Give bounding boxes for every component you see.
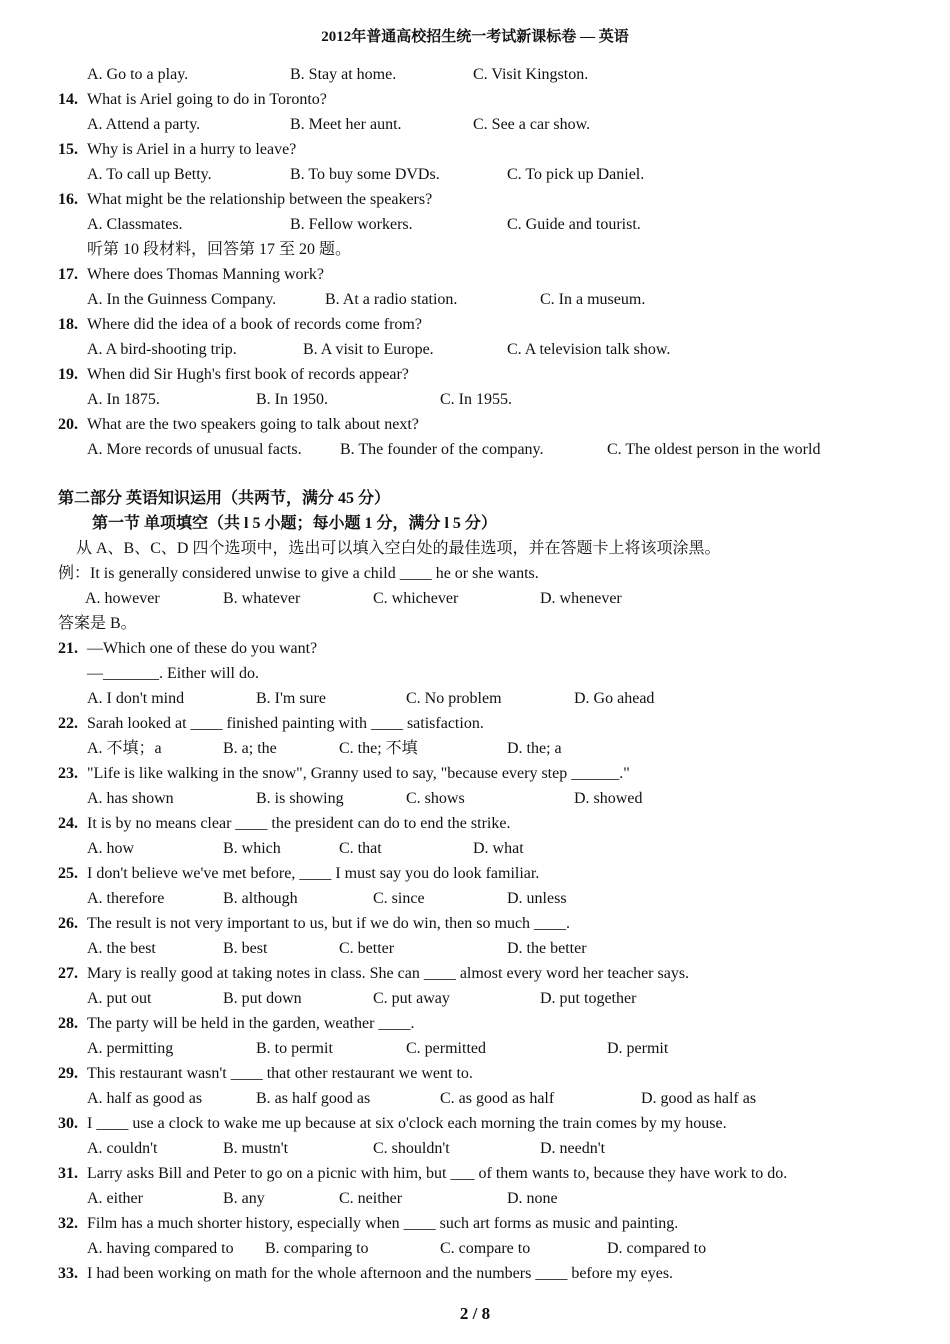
question-text-line-2: —_______. Either will do. [87,665,259,682]
option-b: B. whatever [223,590,301,607]
option-d: D. unless [507,890,567,907]
page-header: 2012年普通高校招生统一考试新课标卷 — 英语 [321,29,629,45]
option-c: C. shows [406,790,465,807]
option-b: B. To buy some DVDs. [290,166,440,183]
option-d: D. permit [607,1040,669,1057]
question-number: 14. [58,91,78,108]
question-text: Mary is really good at taking notes in class. She can ____ almost every word her teacher says. [87,965,690,982]
option-a: A. how [87,840,135,857]
option-d: D. showed [574,790,643,807]
question-number: 18. [58,316,78,333]
option-c: C. put away [373,990,450,1007]
question-text: "Life is like walking in the snow", Granny used to say, "because every step ______." [87,765,630,782]
question-text: The party will be held in the garden, weather ____. [87,1015,415,1032]
question-text: Film has a much shorter history, especially when ____ such art forms as music and painting. [87,1215,679,1232]
option-a: A. Classmates. [87,216,183,233]
option-b: B. is showing [256,790,344,807]
question-number: 25. [58,865,78,882]
option-d: D. the; a [507,740,562,757]
option-a: A. I don't mind [87,690,185,707]
question-text: The result is not very important to us, but if we do win, then so much ____. [87,915,571,932]
question-text: What is Ariel going to do in Toronto? [87,91,327,108]
option-d: D. the better [507,940,587,957]
option-d: D. Go ahead [574,690,655,707]
question-number: 31. [58,1165,78,1182]
part-title: 第二部分 英语知识运用（共两节，满分 45 分） [58,490,391,507]
option-a: A. In 1875. [87,391,160,408]
option-d: D. what [473,840,524,857]
question-text: This restaurant wasn't ____ that other restaurant we went to. [87,1065,473,1082]
option-b: B. The founder of the company. [340,441,544,458]
page-number: 2 / 8 [459,1304,491,1323]
question-number: 16. [58,191,78,208]
question-number: 19. [58,366,78,383]
option-a: A. Attend a party. [87,116,201,133]
option-a: A. In the Guinness Company. [87,291,277,308]
option-b: B. I'm sure [256,690,326,707]
option-c: C. In 1955. [440,391,512,408]
question-number: 21. [58,640,78,657]
option-a: A. half as good as [87,1090,203,1107]
option-a: A. Go to a play. [87,66,189,83]
option-d: D. needn't [540,1140,606,1157]
option-a: A. either [87,1190,143,1207]
option-d: D. whenever [540,590,622,607]
note-text: 听第 10 段材料，回答第 17 至 20 题。 [87,241,352,258]
option-c: C. A television talk show. [507,341,671,358]
option-b: B. comparing to [265,1240,369,1257]
option-b: B. At a radio station. [325,291,458,308]
question-text: Sarah looked at ____ finished painting with ____ satisfaction. [87,715,484,732]
option-c: C. whichever [373,590,459,607]
option-b: B. best [223,940,268,957]
option-a: A. has shown [87,790,174,807]
option-c: C. the; 不填 [339,740,418,757]
option-c: C. permitted [406,1040,486,1057]
question-text: What are the two speakers going to talk about next? [87,416,419,433]
option-b: B. In 1950. [256,391,328,408]
option-d: D. none [507,1190,558,1207]
option-b: B. as half good as [256,1090,371,1107]
question-number: 20. [58,416,78,433]
option-c: C. To pick up Daniel. [507,166,645,183]
option-a: A. permitting [87,1040,174,1057]
option-c: C. since [373,890,425,907]
question-number: 29. [58,1065,78,1082]
option-c: C. Visit Kingston. [473,66,589,83]
option-b: B. mustn't [223,1140,289,1157]
option-b: B. although [223,890,298,907]
question-text: When did Sir Hugh's first book of records appear? [87,366,409,383]
question-text: What might be the relationship between the speakers? [87,191,433,208]
question-number: 22. [58,715,78,732]
example-answer: 答案是 B。 [58,615,137,632]
option-c: C. In a museum. [540,291,646,308]
option-a: A. however [85,590,160,607]
question-number: 28. [58,1015,78,1032]
option-a: A. More records of unusual facts. [87,441,302,458]
option-b: B. any [223,1190,265,1207]
option-d: D. good as half as [641,1090,757,1107]
question-number: 17. [58,266,78,283]
question-number: 30. [58,1115,78,1132]
option-c: C. shouldn't [373,1140,450,1157]
question-text: Why is Ariel in a hurry to leave? [87,141,297,158]
option-a: A. therefore [87,890,165,907]
option-b: B. Stay at home. [290,66,397,83]
option-c: C. that [339,840,382,857]
option-c: C. better [339,940,395,957]
option-b: B. a; the [223,740,277,757]
question-number: 24. [58,815,78,832]
option-b: B. to permit [256,1040,333,1057]
option-b: B. Meet her aunt. [290,116,402,133]
question-text: I don't believe we've met before, ____ I must say you do look familiar. [87,865,540,882]
option-b: B. Fellow workers. [290,216,413,233]
section-instruction: 从 A、B、C、D 四个选项中，选出可以填入空白处的最佳选项，并在答题卡上将该项涂黑。 [76,540,721,557]
option-a: A. 不填；a [87,740,162,757]
option-c: C. as good as half [440,1090,555,1107]
option-d: D. put together [540,990,637,1007]
option-a: A. put out [87,990,152,1007]
question-number: 15. [58,141,78,158]
question-text: I ____ use a clock to wake me up because at six o'clock each morning the train comes by my house. [87,1115,727,1132]
option-b: B. A visit to Europe. [303,341,434,358]
question-number: 32. [58,1215,78,1232]
question-number: 23. [58,765,78,782]
option-b: B. put down [223,990,302,1007]
option-c: C. The oldest person in the world [607,441,821,458]
question-text: I had been working on math for the whole afternoon and the numbers ____ before my eyes. [87,1265,674,1282]
option-a: A. couldn't [87,1140,158,1157]
option-c: C. See a car show. [473,116,591,133]
option-c: C. No problem [406,690,502,707]
option-a: A. A bird-shooting trip. [87,341,237,358]
option-c: C. neither [339,1190,403,1207]
example-question: 例：It is generally considered unwise to give a child ____ he or she wants. [58,565,539,582]
question-text: Where does Thomas Manning work? [87,266,324,283]
option-a: A. To call up Betty. [87,166,212,183]
section-subtitle: 第一节 单项填空（共 l 5 小题；每小题 1 分，满分 l 5 分） [92,515,497,532]
question-text: Larry asks Bill and Peter to go on a picnic with him, but ___ of them wants to, because they have work to do. [87,1165,788,1182]
question-text: Where did the idea of a book of records come from? [87,316,422,333]
option-d: D. compared to [607,1240,707,1257]
option-a: A. the best [87,940,156,957]
question-number: 26. [58,915,78,932]
option-b: B. which [223,840,281,857]
option-a: A. having compared to [87,1240,234,1257]
question-number: 33. [58,1265,78,1282]
option-c: C. compare to [440,1240,531,1257]
option-c: C. Guide and tourist. [507,216,641,233]
question-number: 27. [58,965,78,982]
question-text: It is by no means clear ____ the president can do to end the strike. [87,815,511,832]
question-text: —Which one of these do you want? [87,640,318,657]
